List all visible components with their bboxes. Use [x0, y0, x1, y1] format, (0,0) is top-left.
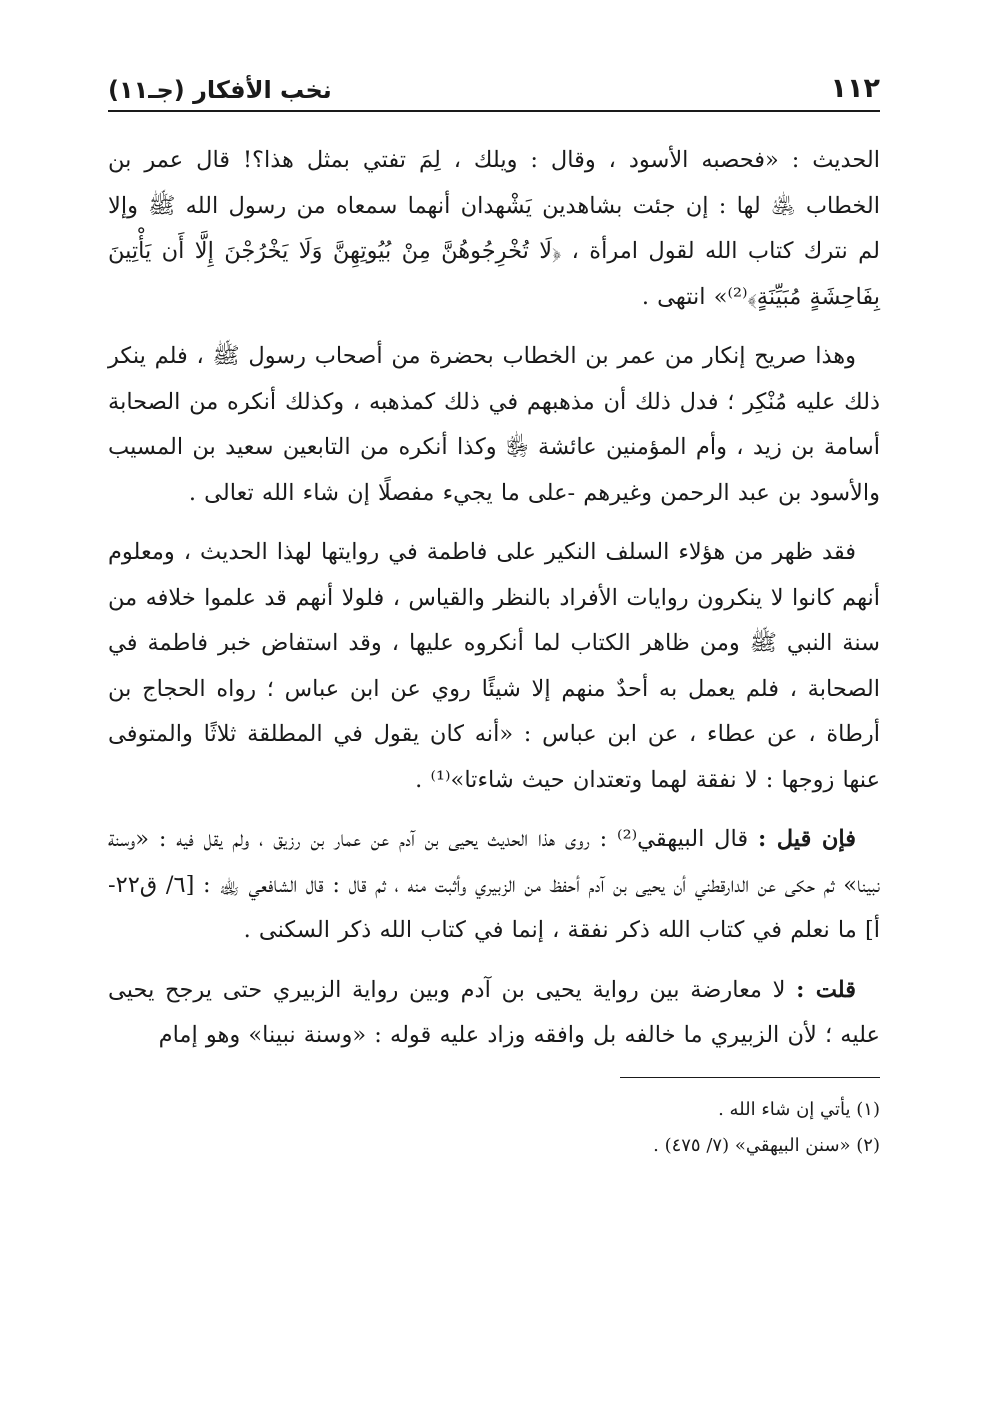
- paragraph-1: [108, 138, 880, 320]
- running-title: نخب الأفكار (جـ١١): [108, 76, 332, 104]
- paragraph-4: [108, 817, 880, 954]
- paragraph-3: [108, 530, 880, 803]
- page-number: ١١٢: [830, 73, 880, 104]
- paragraph-5: [108, 968, 880, 1059]
- body-text: [108, 138, 880, 1059]
- footnotes: [108, 1077, 880, 1164]
- paragraph-text: الحديث : «فحصبه الأسود ، وقال : ويلك ، لِمَ تفتي بمثل هذا؟! قال عمر بن الخطاب ﵁ لها : إن جئت بشاهدين يَشْهدان أنهما سمعاه من رسول الله ﷺ وإلا لم نترك كتاب الله لقول امرأة ، ﴿لَا تُخْرِجُوهُنَّ مِنْ بُيُوتِهِنَّ وَلَا يَخْرُجْنَ إِلَّا أَن يَأْتِينَ بِفَاحِشَةٍ مُبَيِّنَةٍ﴾⁽²⁾» انتهى .: [108, 147, 880, 310]
- paragraph-text: وهذا صريح إنكار من عمر بن الخطاب بحضرة من أصحاب رسول ﷺ ، فلم ينكر ذلك عليه مُنْكِر ؛ فدل ذلك أن مذهبهم في ذلك كمذهبه ، وكذلك أنكره من الصحابة أسامة بن زيد ، وأم المؤمنين عائشة ﵂ وكذا أنكره من التابعين سعيد بن المسيب والأسود بن عبد الرحمن وغيرهم -على ما يجيء مفصلًا إن شاء الله تعالى .: [108, 343, 880, 506]
- page-header: [108, 60, 880, 112]
- footnote-1: (١) يأتي إن شاء الله .: [718, 1098, 880, 1120]
- paragraph-text: قال البيهقي⁽²⁾ : روى هذا الحديث يحيى بن آدم عن عمار بن رزيق ، ولم يقل فيه : «وسنة نبينا» ثم حكى عن الدارقطني أن يحيى بن آدم أحفظ من الزبيري وأثبت منه ، ثم قال : قال الشافعي ﵀ : [٦/ ق٢٢-أ] ما نعلم في كتاب الله ذكر نفقة ، إنما في كتاب الله ذكر السكنى .: [108, 826, 880, 943]
- paragraph-text: فقد ظهر من هؤلاء السلف النكير على فاطمة في روايتها لهذا الحديث ، ومعلوم أنهم كانوا لا ينكرون روايات الأفراد بالنظر والقياس ، فلولا أنهم قد علموا خلافه من سنة النبي ﷺ ومن ظاهر الكتاب لما أنكروه عليها ، وقد استفاض خبر فاطمة في الصحابة ، فلم يعمل به أحدٌ منهم إلا شيئًا روي عن ابن عباس ؛ رواه الحجاج بن أرطاة ، عن عطاء ، عن ابن عباس : «أنه كان يقول في المطلقة ثلاثًا والمتوفى عنها زوجها : لا نفقة لهما وتعتدان حيث شاءتا»⁽¹⁾ .: [108, 539, 880, 793]
- paragraph-text: لا معارضة بين رواية يحيى بن آدم وبين رواية الزبيري حتى يرجح يحيى عليه ؛ لأن الزبيري ما خالفه بل وافقه وزاد عليه قوله : «وسنة نبينا» وهو إمام: [108, 976, 880, 1048]
- document-page: [108, 60, 880, 1164]
- footnote-divider: [620, 1077, 880, 1078]
- footnote-2: (٢) «سنن البيهقي» (٧/ ٤٧٥) .: [653, 1134, 880, 1156]
- paragraph-2: [108, 334, 880, 516]
- lead-term-objection: فإن قيل :: [757, 826, 856, 852]
- lead-term-reply: قلت :: [796, 976, 857, 1003]
